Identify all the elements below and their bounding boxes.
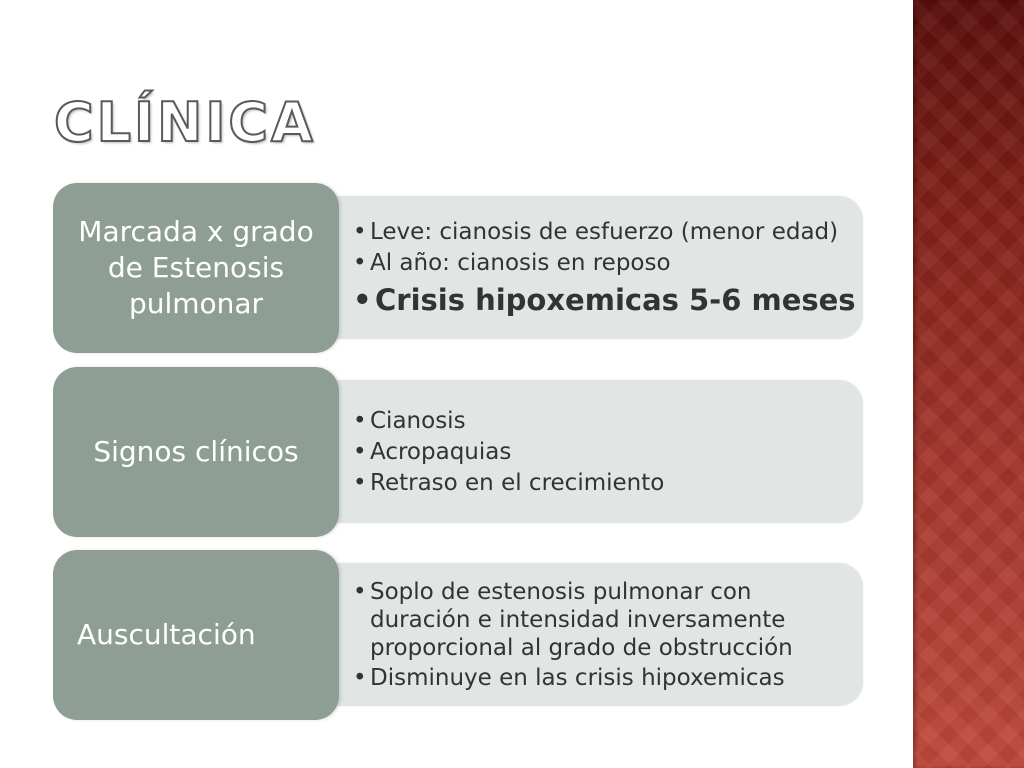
- clinical-row-severity: [53, 183, 865, 353]
- row-label: Auscultación: [53, 550, 339, 720]
- clinical-row-auscultation: [53, 550, 865, 720]
- bullet-list: [353, 367, 858, 537]
- decorative-side-band: [913, 0, 1024, 768]
- bullet-list: [353, 183, 858, 353]
- bullet-item: • Acropaquias: [353, 438, 858, 467]
- bullet-item: • Soplo de estenosis pulmonar con duración e intensidad inversamente proporcional al grado de obstrucción: [353, 578, 858, 662]
- clinical-row-signs: [53, 367, 865, 537]
- bullet-item: • Retraso en el crecimiento: [353, 469, 858, 498]
- bullet-item: • Cianosis: [353, 407, 858, 436]
- bullet-list: [353, 550, 858, 720]
- bullet-item: • Al año: cianosis en reposo: [353, 249, 858, 278]
- bullet-item: • Disminuye en las crisis hipoxemicas: [353, 664, 858, 692]
- bullet-item-highlight: • Crisis hipoxemicas 5-6 meses: [353, 281, 858, 319]
- row-label: Marcada x grado de Estenosis pulmonar: [53, 183, 339, 353]
- row-label: Signos clínicos: [53, 367, 339, 537]
- slide-title: CLÍNICA: [54, 91, 316, 154]
- bullet-item: • Leve: cianosis de esfuerzo (menor edad): [353, 218, 858, 247]
